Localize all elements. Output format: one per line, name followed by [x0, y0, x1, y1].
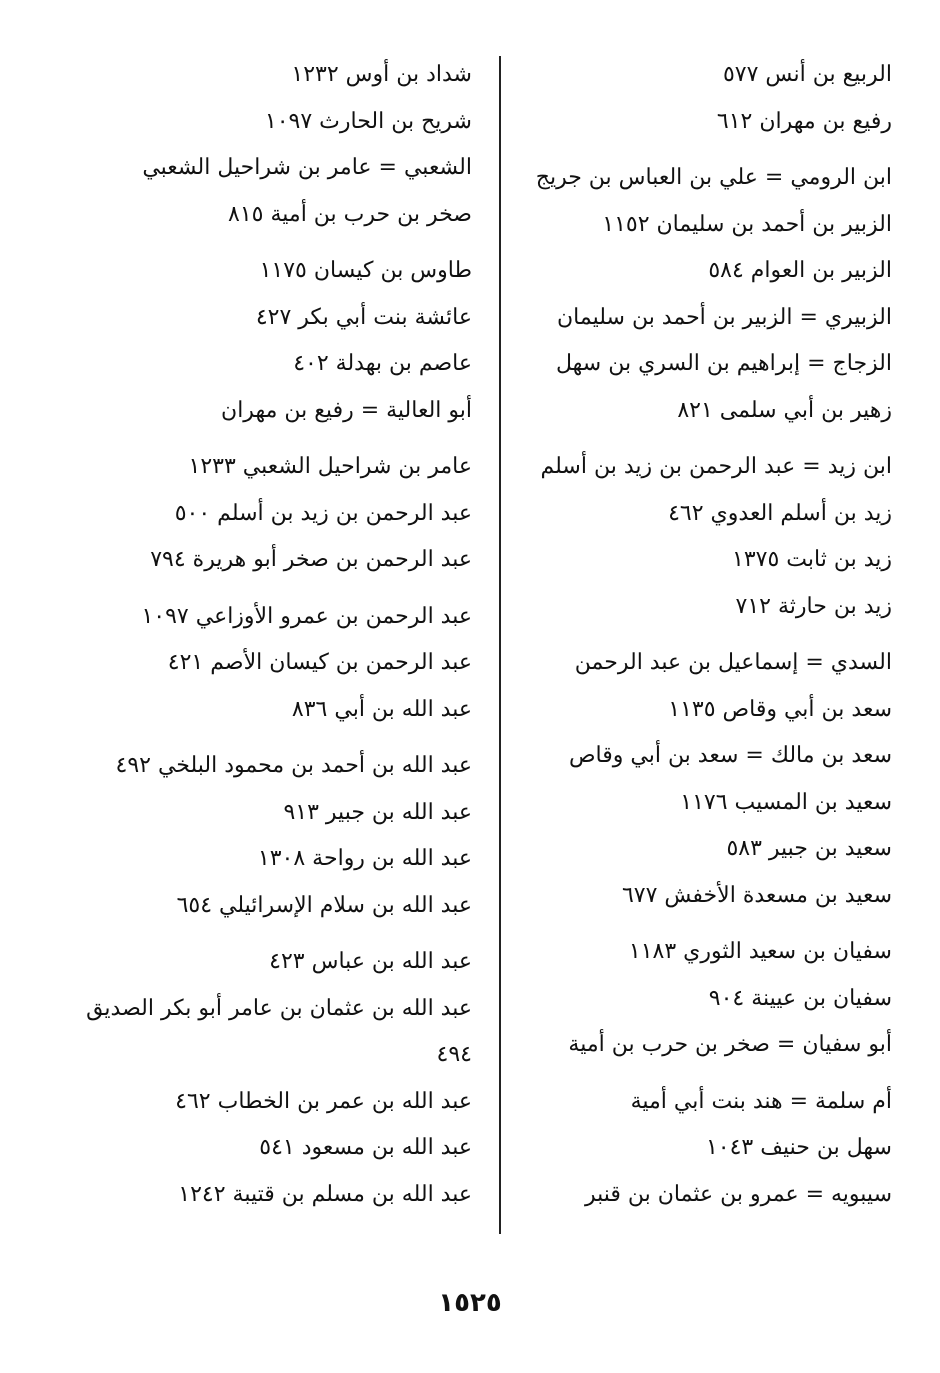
index-entry: الزجاج = إبراهيم بن السري بن سهل	[556, 351, 892, 376]
index-entry: سعد بن أبي وقاص ١١٣٥	[668, 696, 892, 722]
index-entry: الشعبي = عامر بن شراحيل الشعبي	[142, 155, 472, 180]
index-entry: ابن الرومي = علي بن العباس بن جريج	[535, 165, 892, 190]
index-group	[492, 155, 892, 434]
index-entry: سعد بن مالك = سعد بن أبي وقاص	[568, 743, 892, 768]
index-entry: سعيد بن المسيب ١١٧٦	[680, 789, 892, 815]
index-group	[72, 444, 472, 584]
index-entry: عبد الله بن مسعود ٥٤١	[259, 1135, 472, 1160]
index-entry: الزبيري = الزبير بن أحمد بن سليمان	[557, 304, 892, 330]
index-group	[72, 939, 472, 1218]
index-entry: شداد بن أوس ١٢٣٢	[291, 62, 472, 87]
index-entry: زهير بن أبي سلمى ٨٢١	[677, 397, 892, 423]
index-group	[492, 52, 892, 145]
index-column-right	[492, 52, 892, 1228]
index-entry: زيد بن حارثة ٧١٢	[735, 593, 892, 619]
index-entry: عبد الرحمن بن صخر أبو هريرة ٧٩٤	[150, 547, 472, 572]
index-entry: سفيان بن عيينة ٩٠٤	[708, 985, 892, 1011]
index-entry: عبد الرحمن بن كيسان الأصم ٤٢١	[167, 650, 472, 675]
index-entry: عبد الله بن رواحة ١٣٠٨	[257, 846, 472, 871]
index-entry: ابن زيد = عبد الرحمن بن زيد بن أسلم	[540, 454, 892, 479]
index-entry: عبد الرحمن بن زيد بن أسلم ٥٠٠	[174, 500, 472, 526]
index-entry: عبد الله بن عمر بن الخطاب ٤٦٢	[175, 1088, 472, 1114]
index-entry: عبد الله بن سلام الإسرائيلي ٦٥٤	[176, 892, 472, 918]
index-entry: صخر بن حرب بن أمية ٨١٥	[228, 201, 472, 227]
index-entry: طاوس بن كيسان ١١٧٥	[259, 258, 472, 283]
column-divider	[499, 56, 501, 1234]
index-group	[72, 248, 472, 434]
index-group	[72, 52, 472, 238]
index-entry: الربيع بن أنس ٥٧٧	[722, 62, 892, 87]
index-group	[492, 444, 892, 630]
page-number: ١٥٢٥	[438, 1288, 502, 1318]
index-entry: عاصم بن بهدلة ٤٠٢	[293, 351, 472, 376]
index-entry: سفيان بن سعيد الثوري ١١٨٣	[628, 939, 892, 964]
index-entry: عامر بن شراحيل الشعبي ١٢٣٣	[188, 454, 472, 479]
index-entry: عبد الله بن أحمد بن محمود البلخي ٤٩٢	[115, 753, 472, 778]
index-group	[492, 640, 892, 919]
index-entry: سهل بن حنيف ١٠٤٣	[705, 1135, 892, 1160]
index-entry: رفيع بن مهران ٦١٢	[716, 108, 892, 134]
index-entry: عبد الله بن أبي ٨٣٦	[291, 696, 472, 722]
index-entry: أم سلمة = هند بنت أبي أمية	[630, 1088, 892, 1114]
index-entry: سعيد بن جبير ٥٨٣	[726, 836, 892, 861]
index-entry: الزبير بن أحمد بن سليمان ١١٥٢	[602, 211, 892, 237]
index-entry: أبو العالية = رفيع بن مهران	[221, 397, 472, 423]
index-entry: السدي = إسماعيل بن عبد الرحمن	[574, 650, 892, 675]
index-group	[492, 1079, 892, 1219]
index-entry: عبد الله بن عثمان بن عامر أبو بكر الصديق	[86, 995, 472, 1021]
index-entry: عبد الرحمن بن عمرو الأوزاعي ١٠٩٧	[141, 603, 472, 629]
index-group	[72, 743, 472, 929]
index-entry: زيد بن ثابت ١٣٧٥	[732, 547, 892, 572]
index-entry: عبد الله بن مسلم بن قتيبة ١٢٤٢	[178, 1181, 472, 1207]
index-entry: عائشة بنت أبي بكر ٤٢٧	[255, 304, 472, 330]
index-entry: شريح بن الحارث ١٠٩٧	[264, 108, 472, 134]
index-entry: الزبير بن العوام ٥٨٤	[708, 258, 892, 283]
index-group	[72, 594, 472, 734]
index-group	[492, 929, 892, 1069]
index-entry: ٤٩٤	[436, 1042, 472, 1067]
index-column-left	[72, 52, 472, 1228]
index-entry: عبد الله بن عباس ٤٢٣	[269, 949, 472, 974]
index-entry: سعيد بن مسعدة الأخفش ٦٧٧	[621, 882, 892, 908]
index-entry: عبد الله بن جبير ٩١٣	[283, 799, 472, 825]
index-entry: سيبويه = عمرو بن عثمان بن قنبر	[584, 1181, 892, 1207]
index-entry: زيد بن أسلم العدوي ٤٦٢	[668, 500, 892, 526]
index-entry: أبو سفيان = صخر بن حرب بن أمية	[568, 1032, 892, 1057]
